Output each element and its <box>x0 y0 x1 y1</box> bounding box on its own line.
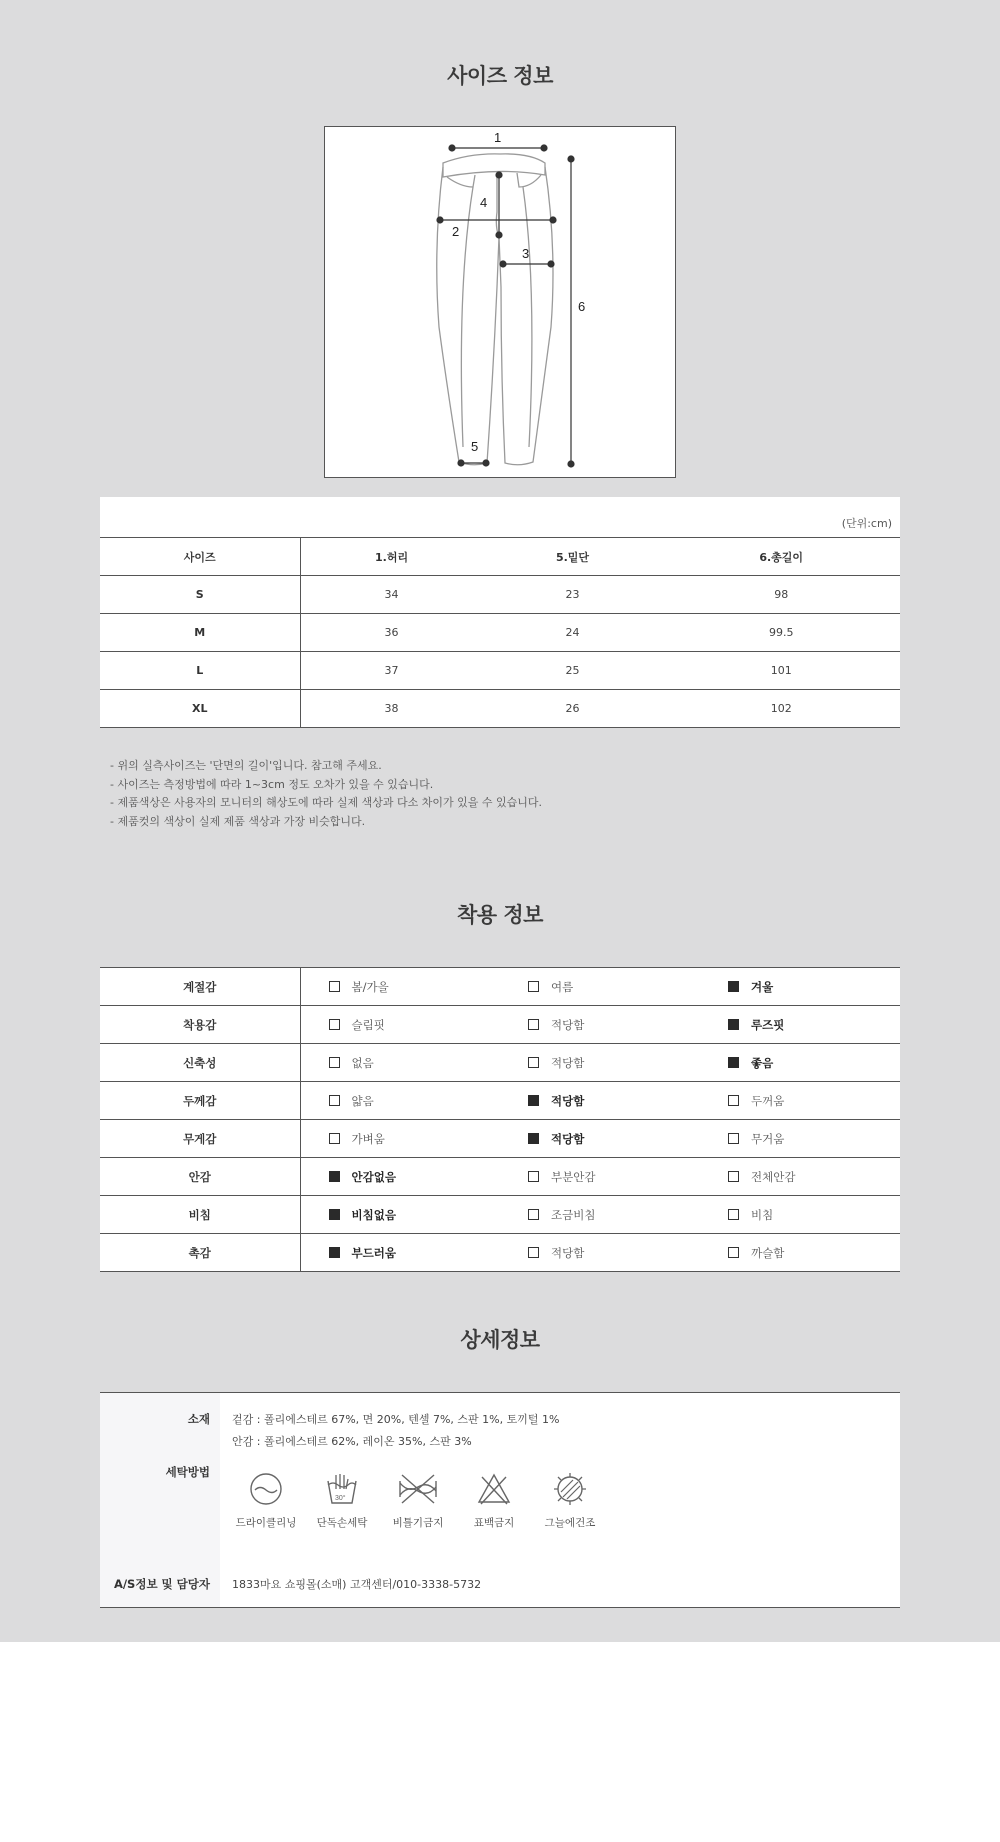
hem-cell: 26 <box>483 690 663 728</box>
length-cell: 101 <box>662 652 900 690</box>
fit-option-label: 적당함 <box>551 1017 585 1032</box>
fit-option-label: 겨울 <box>751 979 774 994</box>
fit-option <box>700 968 900 1006</box>
fit-row <box>100 1196 900 1234</box>
size-cell: L <box>100 652 300 690</box>
fit-option <box>300 1234 500 1272</box>
size-table <box>100 497 900 728</box>
material-line-outer: 겉감 : 폴리에스테르 67%, 면 20%, 텐셀 7%, 스판 1%, 토끼털 1% <box>232 1413 560 1426</box>
pants-size-diagram <box>324 126 676 478</box>
fit-option-label: 적당함 <box>551 1093 585 1108</box>
note-line: - 위의 실측사이즈는 '단면의 길이'입니다. 참고해 주세요. <box>110 759 382 772</box>
wash-label-shade-dry: 그늘에건조 <box>544 1517 596 1529</box>
fit-option <box>500 968 700 1006</box>
fit-option <box>300 1158 500 1196</box>
fit-option <box>300 1120 500 1158</box>
unchecked-box-icon <box>528 1247 539 1258</box>
fit-option-label: 가벼움 <box>351 1131 385 1146</box>
fit-option <box>300 968 500 1006</box>
fit-option <box>300 1044 500 1082</box>
fit-option-label: 비침 <box>751 1207 774 1222</box>
fit-row-label: 계절감 <box>100 968 300 1006</box>
header-length: 6.총길이 <box>662 538 900 576</box>
size-cell: M <box>100 614 300 652</box>
fit-option <box>700 1158 900 1196</box>
material-line-lining: 안감 : 폴리에스테르 62%, 레이온 35%, 스판 3% <box>232 1435 472 1448</box>
length-cell: 102 <box>662 690 900 728</box>
wash-item <box>378 1471 458 1530</box>
checked-box-icon <box>728 1057 739 1068</box>
header-size: 사이즈 <box>100 538 300 576</box>
waist-cell: 38 <box>300 690 483 728</box>
table-row <box>100 652 900 690</box>
hem-cell: 25 <box>483 652 663 690</box>
detail-table <box>100 1392 900 1608</box>
fit-option <box>700 1082 900 1120</box>
note-line: - 사이즈는 측정방법에 따라 1~3cm 정도 오차가 있을 수 있습니다. <box>110 777 434 791</box>
fit-row-label: 착용감 <box>100 1006 300 1044</box>
diagram-label-6: 6 <box>578 299 586 314</box>
unchecked-box-icon <box>528 1209 539 1220</box>
fit-row <box>100 1006 900 1044</box>
wash-label-no-bleach: 표백금지 <box>473 1517 515 1529</box>
unchecked-box-icon <box>528 1057 539 1068</box>
fit-option-label: 안감없음 <box>351 1169 396 1184</box>
fit-row-label: 무게감 <box>100 1120 300 1158</box>
as-label: A/S정보 및 담당자 <box>113 1577 210 1591</box>
svg-text:30°: 30° <box>335 1495 346 1502</box>
checked-box-icon <box>528 1095 539 1106</box>
unchecked-box-icon <box>728 1133 739 1144</box>
unchecked-box-icon <box>329 1095 340 1106</box>
fit-option <box>500 1120 700 1158</box>
fit-option <box>300 1006 500 1044</box>
wash-item <box>530 1471 610 1530</box>
fit-option <box>500 1158 700 1196</box>
waist-cell: 36 <box>300 614 483 652</box>
wash-label: 세탁방법 <box>165 1465 210 1479</box>
fit-option <box>500 1082 700 1120</box>
size-notes <box>110 757 542 831</box>
checked-box-icon <box>728 981 739 992</box>
fit-option-label: 적당함 <box>551 1131 585 1146</box>
unchecked-box-icon <box>728 1247 739 1258</box>
unit-label: (단위:cm) <box>841 517 892 530</box>
unchecked-box-icon <box>528 1171 539 1182</box>
fit-option-label: 없음 <box>351 1055 374 1070</box>
fit-row-label: 신축성 <box>100 1044 300 1082</box>
fit-option-label: 부분안감 <box>551 1169 596 1184</box>
fit-option-label: 조금비침 <box>551 1207 596 1222</box>
fit-option-label: 전체안감 <box>751 1169 796 1184</box>
unchecked-box-icon <box>528 981 539 992</box>
fit-option-label: 까슬함 <box>751 1245 785 1260</box>
table-row <box>100 690 900 728</box>
checked-box-icon <box>728 1019 739 1030</box>
hem-cell: 23 <box>483 576 663 614</box>
diagram-label-1: 1 <box>494 130 502 145</box>
checked-box-icon <box>329 1247 340 1258</box>
fit-option-label: 봄/가을 <box>351 979 389 994</box>
note-line: - 제품색상은 사용자의 모니터의 해상도에 따라 실제 색상과 다소 차이가 있을 수 있습니다. <box>110 796 542 809</box>
hem-cell: 24 <box>483 614 663 652</box>
fit-option-label: 적당함 <box>551 1055 585 1070</box>
wash-item <box>454 1471 534 1530</box>
fit-option-label: 여름 <box>551 979 574 994</box>
table-row <box>100 576 900 614</box>
checked-box-icon <box>528 1133 539 1144</box>
fit-row <box>100 1234 900 1272</box>
diagram-label-4: 4 <box>480 195 488 210</box>
fit-option <box>700 1234 900 1272</box>
fit-row-label: 촉감 <box>100 1234 300 1272</box>
unchecked-box-icon <box>329 1133 340 1144</box>
fit-option-label: 루즈핏 <box>751 1017 785 1032</box>
fit-option <box>700 1006 900 1044</box>
unchecked-box-icon <box>329 1019 340 1030</box>
diagram-label-5: 5 <box>471 439 479 454</box>
fit-option-label: 두꺼움 <box>751 1093 785 1108</box>
fit-row-label: 두께감 <box>100 1082 300 1120</box>
checked-box-icon <box>329 1171 340 1182</box>
wash-item <box>302 1471 382 1530</box>
fit-option <box>500 1006 700 1044</box>
checked-box-icon <box>329 1209 340 1220</box>
fit-option <box>500 1196 700 1234</box>
wash-item <box>226 1471 306 1530</box>
fit-option <box>300 1196 500 1234</box>
header-waist: 1.허리 <box>300 538 483 576</box>
fit-option-label: 적당함 <box>551 1245 585 1260</box>
size-cell: S <box>100 576 300 614</box>
fit-option <box>700 1120 900 1158</box>
detail-section-title: 상세정보 <box>460 1328 540 1352</box>
unchecked-box-icon <box>528 1019 539 1030</box>
fit-option <box>500 1234 700 1272</box>
fit-row <box>100 968 900 1006</box>
diagram-label-3: 3 <box>522 246 530 261</box>
fit-option-label: 얇음 <box>351 1093 374 1108</box>
wash-label-dry-clean: 드라이클리닝 <box>235 1517 297 1529</box>
fit-option <box>300 1082 500 1120</box>
unchecked-box-icon <box>329 1057 340 1068</box>
fit-row <box>100 1120 900 1158</box>
fit-row-label: 비침 <box>100 1196 300 1234</box>
size-table-header <box>100 538 900 576</box>
fit-option <box>700 1196 900 1234</box>
dry-clean-icon <box>248 1471 284 1507</box>
no-bleach-icon <box>476 1471 512 1507</box>
hand-wash-icon <box>324 1471 360 1507</box>
fit-row <box>100 1158 900 1196</box>
fit-section-title: 착용 정보 <box>457 903 543 927</box>
no-wring-icon <box>396 1471 440 1507</box>
note-line: - 제품컷의 색상이 실제 제품 색상과 가장 비슷합니다. <box>110 814 366 828</box>
fit-row-label: 안감 <box>100 1158 300 1196</box>
size-cell: XL <box>100 690 300 728</box>
length-cell: 99.5 <box>662 614 900 652</box>
fit-row <box>100 1044 900 1082</box>
diagram-label-2: 2 <box>452 224 460 239</box>
fit-table <box>100 967 900 1272</box>
unchecked-box-icon <box>728 1171 739 1182</box>
wash-label-hand-wash: 단독손세탁 <box>316 1517 368 1529</box>
fit-option-label: 좋음 <box>751 1055 774 1070</box>
header-hem: 5.밑단 <box>483 538 663 576</box>
as-text: 1833마요 쇼핑몰(소매) 고객센터/010-3338-5732 <box>232 1578 482 1591</box>
waist-cell: 34 <box>300 576 483 614</box>
fit-option-label: 부드러움 <box>351 1245 396 1260</box>
unchecked-box-icon <box>728 1095 739 1106</box>
fit-row <box>100 1082 900 1120</box>
length-cell: 98 <box>662 576 900 614</box>
fit-option <box>500 1044 700 1082</box>
shade-dry-icon <box>552 1471 588 1507</box>
fit-option-label: 슬림핏 <box>351 1017 385 1032</box>
size-section-title: 사이즈 정보 <box>447 64 553 88</box>
waist-cell: 37 <box>300 652 483 690</box>
table-row <box>100 614 900 652</box>
unchecked-box-icon <box>728 1209 739 1220</box>
wash-label-no-wring: 비틀기금지 <box>392 1517 444 1529</box>
unchecked-box-icon <box>329 981 340 992</box>
fit-option-label: 비침없음 <box>351 1207 396 1222</box>
material-label: 소재 <box>187 1412 210 1426</box>
fit-option <box>700 1044 900 1082</box>
fit-option-label: 무거움 <box>751 1131 785 1146</box>
